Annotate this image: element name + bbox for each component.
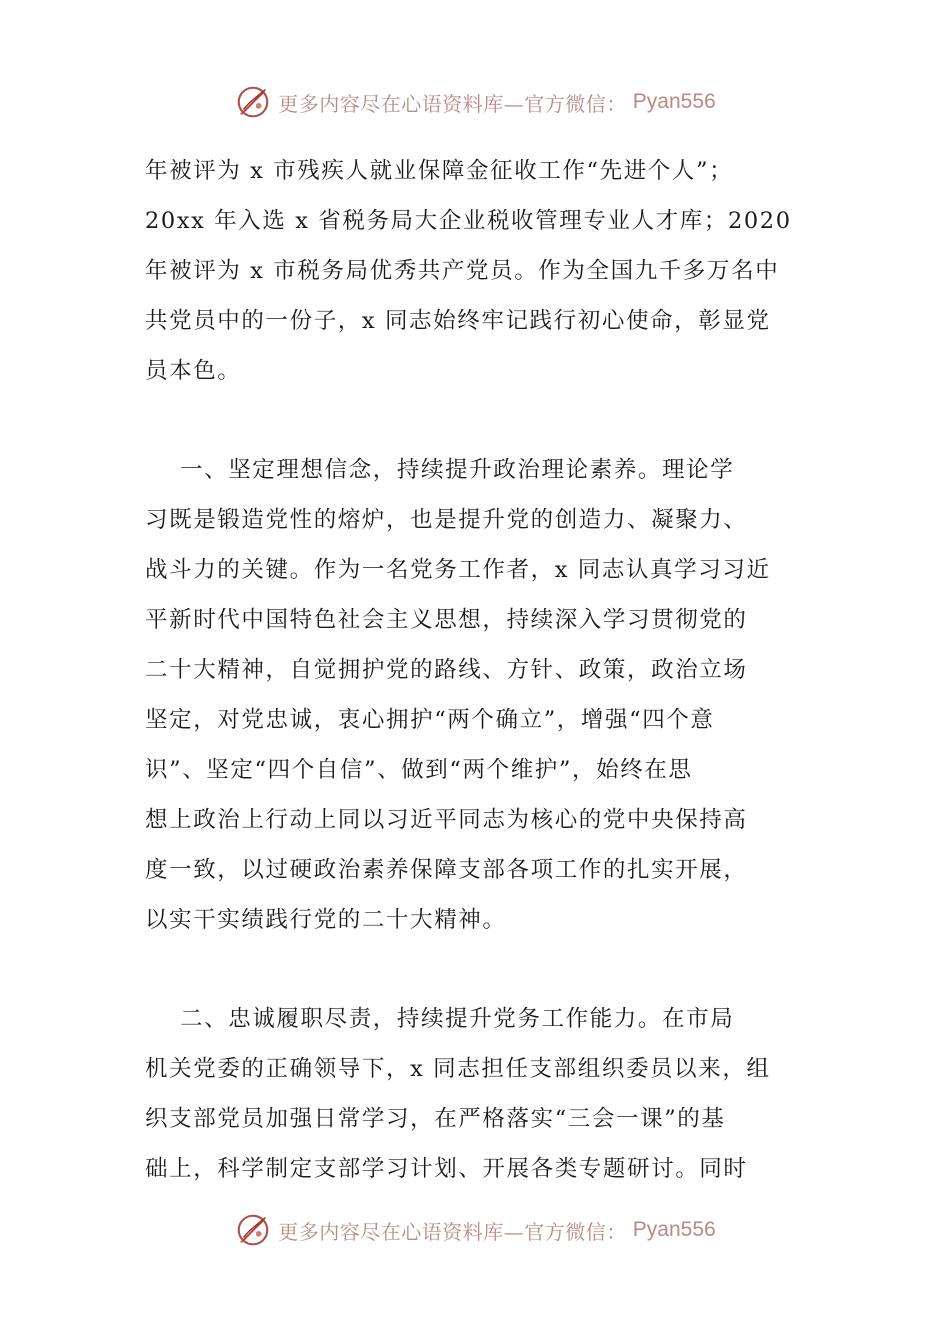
text-line: 以实干实绩践行党的二十大精神。 <box>145 907 507 933</box>
paragraph-3 <box>145 994 810 1194</box>
paragraph-spacer <box>145 396 810 445</box>
text-line: 一、坚定理想信念，持续提升政治理论素养。理论学 <box>145 457 735 483</box>
paragraph-spacer <box>145 945 810 994</box>
text-line: 想上政治上行动上同以习近平同志为核心的党中央保持高 <box>145 807 748 833</box>
text-line: 年被评为 x 市税务局优秀共产党员。作为全国九千多万名中 <box>145 258 780 284</box>
text-line: 二十大精神，自觉拥护党的路线、方针、政策，政治立场 <box>145 657 748 683</box>
text-line: 坚定，对党忠诚，衷心拥护“两个确立”，增强“四个意 <box>145 707 715 733</box>
text-line: 度一致，以过硬政治素养保障支部各项工作的扎实开展， <box>145 857 748 883</box>
text-line: 战斗力的关键。作为一名党务工作者，x 同志认真学习习近 <box>145 557 771 583</box>
watermark-footer <box>0 1208 950 1252</box>
text-line: 机关党委的正确领导下，x 同志担任支部组织委员以来，组 <box>145 1056 771 1082</box>
text-line: 二、忠诚履职尽责，持续提升党务工作能力。在市局 <box>145 1006 735 1032</box>
text-line: 识”、坚定“四个自信”、做到“两个维护”，始终在思 <box>145 757 693 783</box>
quill-logo-icon <box>234 1211 272 1249</box>
text-line: 础上，科学制定支部学习计划、开展各类专题研讨。同时 <box>145 1156 748 1182</box>
watermark-header <box>0 80 950 124</box>
paragraph-2 <box>145 445 810 945</box>
text-line: 员本色。 <box>145 358 242 384</box>
text-line: 织支部党员加强日常学习，在严格落实“三会一课”的基 <box>145 1106 726 1132</box>
text-line: 平新时代中国特色社会主义思想，持续深入学习贯彻党的 <box>145 607 748 633</box>
document-body <box>145 146 810 1194</box>
text-line: 20xx 年入选 x 省税务局大企业税收管理专业人才库；2020 <box>145 208 792 234</box>
text-line: 年被评为 x 市残疾人就业保障金征收工作“先进个人”； <box>145 158 734 184</box>
paragraph-1 <box>145 146 810 396</box>
quill-logo-icon <box>234 83 272 121</box>
watermark-handle: Pyan556 <box>632 1218 716 1241</box>
watermark-handle: Pyan556 <box>632 90 716 113</box>
text-line: 共党员中的一份子，x 同志始终牢记践行初心使命，彰显党 <box>145 308 771 334</box>
watermark-text: 更多内容尽在心语资料库—官方微信： <box>278 91 627 116</box>
watermark-text: 更多内容尽在心语资料库—官方微信： <box>278 1219 627 1244</box>
text-line: 习既是锻造党性的熔炉，也是提升党的创造力、凝聚力、 <box>145 507 748 533</box>
